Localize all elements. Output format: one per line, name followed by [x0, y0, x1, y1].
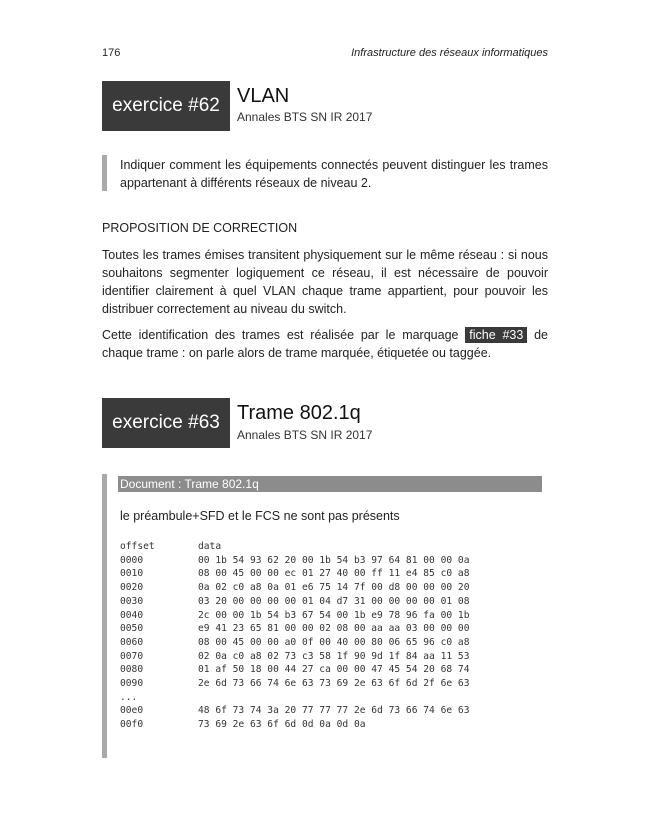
hex-data: 02 0a c0 a8 02 73 c3 58 1f 90 9d 1f 84 aa 11 53	[198, 650, 470, 662]
hex-offset: 0040	[120, 609, 144, 621]
document-bar	[102, 474, 107, 758]
hex-offset: 0000	[120, 554, 144, 566]
hex-offset: 0090	[120, 678, 144, 690]
hex-row	[120, 567, 469, 581]
hex-data: 0a 02 c0 a8 0a 01 e6 75 14 7f 00 d8 00 00 00 20	[198, 582, 470, 594]
exercise-62-source: Annales BTS SN IR 2017	[237, 110, 373, 124]
exercise-63-source: Annales BTS SN IR 2017	[237, 428, 373, 442]
hex-data: 01 af 50 18 00 44 27 ca 00 00 47 45 54 20 68 74	[198, 664, 470, 676]
hex-row	[120, 554, 469, 568]
hex-offset: 0060	[120, 636, 144, 648]
hex-header-row	[120, 540, 469, 554]
hex-data: 00 1b 54 93 62 20 00 1b 54 b3 97 64 81 00 00 0a	[198, 554, 470, 566]
hex-offset: 0070	[120, 650, 144, 662]
hex-offset: 0080	[120, 664, 144, 676]
exercise-63-title: Trame 802.1q	[237, 402, 361, 424]
hex-data: 2e 6d 73 66 74 6e 63 73 69 2e 63 6f 6d 2f 6e 63	[198, 678, 470, 690]
hex-row	[120, 636, 469, 650]
hex-row	[120, 581, 469, 595]
hex-data: 2c 00 00 1b 54 b3 67 54 00 1b e9 78 96 fa 00 1b	[198, 609, 470, 621]
exercise-62-question: Indiquer comment les équipements connectés peuvent distinguer les trames appartenant à différents réseaux de niveau 2.	[120, 158, 548, 190]
question-bar	[102, 155, 107, 191]
hex-data	[198, 691, 469, 705]
hex-row	[120, 622, 469, 636]
data-column-header: data	[198, 541, 222, 552]
hex-data: 08 00 45 00 00 a0 0f 00 40 00 80 06 65 96 c0 a8	[198, 636, 470, 648]
hex-offset: 0030	[120, 595, 144, 607]
running-header: Infrastructure des réseaux informatiques	[351, 47, 548, 59]
hex-offset: 0010	[120, 568, 144, 580]
exercise-63-label: exercice #63	[102, 398, 230, 448]
document-header: Document : Trame 802.1q	[118, 476, 542, 492]
exercise-62-label: exercice #62	[102, 81, 230, 131]
correction-paragraph-2	[102, 326, 548, 362]
hex-row	[120, 691, 469, 705]
hex-row	[120, 650, 469, 664]
document-note: le préambule+SFD et le FCS ne sont pas présents	[120, 509, 400, 523]
hex-offset: 00f0	[120, 719, 144, 731]
offset-column-header: offset	[120, 541, 155, 552]
page-number: 176	[102, 47, 121, 59]
hex-data: e9 41 23 65 81 00 00 02 08 00 aa aa 03 00 00 00	[198, 623, 470, 635]
fiche-reference-tag: fiche #33	[465, 327, 527, 343]
hex-data: 48 6f 73 74 3a 20 77 77 77 2e 6d 73 66 74 6e 63	[198, 705, 470, 717]
paragraph-2-text-before: Cette identification des trames est réalisée par le marquage	[102, 328, 466, 342]
hex-row	[120, 663, 469, 677]
hex-row	[120, 704, 469, 718]
hex-row	[120, 718, 469, 732]
hex-offset: 00e0	[120, 705, 144, 717]
hex-row	[120, 609, 469, 623]
hex-dump-table	[120, 540, 469, 732]
hex-row	[120, 595, 469, 609]
exercise-62-title: VLAN	[237, 85, 290, 107]
hex-data: 73 69 2e 63 6f 6d 0d 0a 0d 0a	[198, 719, 366, 731]
paragraph-2-text-after: de chaque trame : on parle alors de trame marquée, étiquetée ou taggée.	[102, 328, 548, 360]
hex-row	[120, 677, 469, 691]
correction-heading: PROPOSITION DE CORRECTION	[102, 221, 298, 235]
hex-offset: 0020	[120, 582, 144, 594]
hex-offset: ...	[120, 691, 138, 703]
hex-data: 03 20 00 00 00 00 01 04 d7 31 00 00 00 00 01 08	[198, 595, 470, 607]
hex-offset: 0050	[120, 623, 144, 635]
correction-paragraph-1: Toutes les trames émises transitent physiquement sur le même réseau : si nous souhaitons segmenter logiquement ce réseau, il est nécessaire de pouvoir identifier clairement à quel VLAN chaque trame appartient, pour pouvoir les distribuer correctement au niveau du switch.	[102, 248, 548, 316]
hex-data: 08 00 45 00 00 ec 01 27 40 00 ff 11 e4 85 c0 a8	[198, 568, 470, 580]
